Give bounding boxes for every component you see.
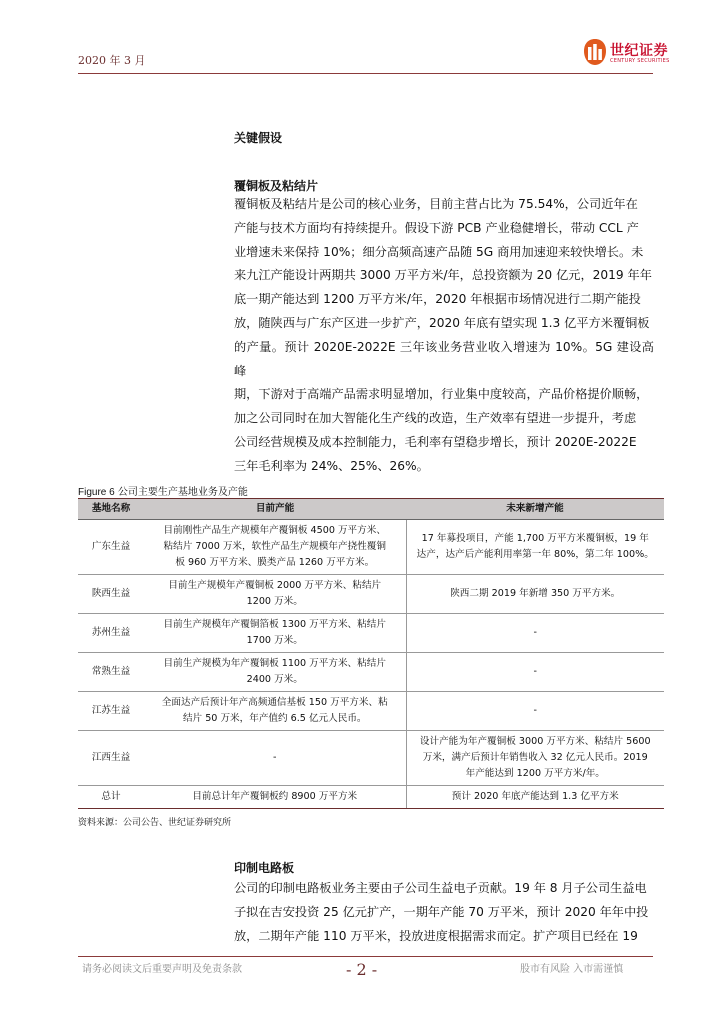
footer-disclaimer: 请务必阅读文后重要声明及免责条款	[82, 964, 242, 975]
cell-current	[144, 731, 406, 786]
cell-line: 2400 万米。	[246, 674, 303, 685]
cell-future	[406, 653, 664, 692]
cell-future	[406, 692, 664, 731]
cell-base: 江西生益	[78, 731, 144, 786]
cell-future	[406, 731, 664, 786]
cell-future	[406, 520, 664, 575]
cell-base: 陕西生益	[78, 575, 144, 614]
paragraph-line: 业增速未来保持 10%；细分高频高速产品随 5G 商用加速迎来较快增长。未	[234, 244, 644, 259]
cell-line: 陕西二期 2019 年新增 350 万平方米。	[450, 588, 621, 599]
ccl-paragraph	[234, 193, 654, 479]
table-row	[78, 520, 664, 575]
paragraph-line: 子拟在吉安投资 25 亿元扩产，一期年产能 70 万平米，预计 2020 年年中投	[234, 904, 649, 919]
paragraph-line: 的产量。预计 2020E-2022E 三年该业务营业收入增速为 10%。5G 建设高峰	[234, 339, 654, 378]
table-total-row	[78, 786, 664, 809]
cell-line: -	[273, 752, 277, 763]
cell-line: -	[533, 666, 537, 677]
figure-label: Figure 6	[78, 487, 115, 498]
header-future-capacity: 未来新增产能	[406, 499, 664, 520]
cell-line: 达产，达产后产能利用率第一年 80%，第二年 100%。	[416, 549, 654, 560]
table-row	[78, 575, 664, 614]
cell-current	[144, 653, 406, 692]
paragraph-line: 三年毛利率为 24%、25%、26%。	[234, 458, 429, 473]
page-number: - 2 -	[346, 960, 378, 979]
paragraph-line: 产能与技术方面均有持续提升。假设下游 PCB 产业稳健增长，带动 CCL 产	[234, 220, 639, 235]
cell-line: 结片 50 万米，年产值约 6.5 亿元人民币。	[182, 713, 367, 724]
table-row	[78, 653, 664, 692]
cell-line: -	[533, 705, 537, 716]
figure-caption	[78, 483, 248, 498]
header-date: 2020 年 3 月	[78, 54, 146, 67]
paragraph-line: 来九江产能设计两期共 3000 万平方米/年，总投资额为 20 亿元，2019 年年	[234, 268, 652, 283]
cell-line: 万米，满产后预计年销售收入 32 亿元人民币。2019	[422, 752, 648, 763]
cell-future	[406, 575, 664, 614]
capacity-table	[78, 498, 664, 809]
cell-line: 全面达产后预计年产高频通信基板 150 万平方米、粘	[161, 697, 388, 708]
paragraph-line: 公司经营规模及成本控制能力，毛利率有望稳步增长，预计 2020E-2022E	[234, 434, 637, 449]
section-title-key-assumptions: 关键假设	[234, 131, 283, 145]
company-logo	[583, 38, 703, 72]
section-title-pcb: 印制电路板	[234, 861, 295, 875]
paragraph-line: 公司的印制电路板业务主要由子公司生益电子贡献。19 年 8 月子公司生益电	[234, 881, 647, 895]
section-title-ccl: 覆铜板及粘结片	[234, 179, 319, 193]
table-row	[78, 614, 664, 653]
cell-base: 广东生益	[78, 520, 144, 575]
logo-chinese-name: 世纪证券	[610, 43, 668, 59]
cell-line: 目前生产规模年产覆铜板 2000 万平方米、粘结片	[168, 580, 382, 591]
cell-line: 板 960 万平方米、膜类产品 1260 万平方米。	[175, 557, 375, 568]
header-base: 基地名称	[78, 499, 144, 520]
cell-line: 设计产能为年产覆铜板 3000 万平方米、粘结片 5600	[419, 736, 651, 747]
cell-line: 年产能达到 1200 万平方米/年。	[465, 768, 605, 779]
header-current-capacity: 目前产能	[144, 499, 406, 520]
cell-future	[406, 614, 664, 653]
cell-total-future: 预计 2020 年底产能达到 1.3 亿平方米	[406, 786, 664, 809]
cell-line: 1200 万米。	[246, 596, 303, 607]
cell-base: 常熟生益	[78, 653, 144, 692]
paragraph-line: 期，下游对于高端产品需求明显增加，行业集中度较高，产品价格提价顺畅，	[234, 387, 649, 402]
cell-base: 苏州生益	[78, 614, 144, 653]
table-row	[78, 692, 664, 731]
figure-source: 资料来源：公司公告、世纪证券研究所	[78, 818, 232, 828]
table-row	[78, 731, 664, 786]
cell-line: -	[533, 627, 537, 638]
cell-line: 目前生产规模为年产覆铜板 1100 万平方米、粘结片	[163, 658, 386, 669]
figure-title: 公司主要生产基地业务及产能	[117, 487, 248, 498]
paragraph-line: 放，二期年产能 110 万平米，投放进度根据需求而定。扩产项目已经在 19	[234, 928, 638, 943]
cell-line: 目前生产规模年产覆铜箔板 1300 万平方米、粘结片	[163, 619, 386, 630]
cell-line: 目前刚性产品生产规模年产覆铜板 4500 万平方米、	[163, 525, 386, 536]
paragraph-line: 加之公司同时在加大智能化生产线的改造，生产效率有望进一步提升，考虑	[234, 411, 637, 426]
table-header-row	[78, 499, 664, 520]
footer-risk-warning: 股市有风险 入市需谨慎	[520, 964, 624, 975]
cell-current	[144, 520, 406, 575]
footer-divider	[78, 956, 653, 957]
cell-base: 江苏生益	[78, 692, 144, 731]
pcb-paragraph	[234, 877, 654, 948]
paragraph-line: 覆铜板及粘结片是公司的核心业务，目前主营占比为 75.54%，公司近年在	[234, 197, 638, 211]
logo-english-name: CENTURY SECURITIES	[610, 58, 670, 64]
cell-total-current: 目前总计年产覆铜板约 8900 万平方米	[144, 786, 406, 809]
cell-total-label: 总计	[78, 786, 144, 809]
paragraph-line: 放，随陕西与广东产区进一步扩产，2020 年底有望实现 1.3 亿平方米覆铜板	[234, 315, 650, 330]
header-divider	[78, 73, 653, 74]
cell-current	[144, 692, 406, 731]
paragraph-line: 底一期产能达到 1200 万平方米/年，2020 年根据市场情况进行二期产能投	[234, 292, 641, 307]
cell-current	[144, 575, 406, 614]
cell-line: 粘结片 7000 万米，软性产品生产规模年产挠性覆铜	[163, 541, 386, 552]
cell-current	[144, 614, 406, 653]
cell-line: 17 年募投项目，产能 1,700 万平方米覆铜板，19 年	[421, 533, 649, 544]
cell-line: 1700 万米。	[246, 635, 303, 646]
century-securities-logo-icon	[583, 38, 607, 66]
